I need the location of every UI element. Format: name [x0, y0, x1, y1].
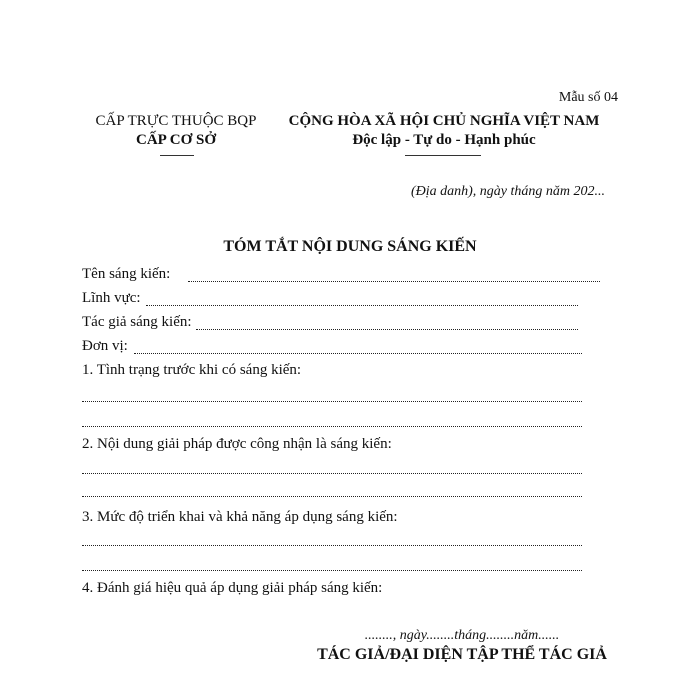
section-3-line [82, 570, 582, 571]
field-ten-sang-kien-label: Tên sáng kiến: [82, 266, 171, 282]
section-2-line [82, 473, 582, 474]
section-1-line [82, 401, 582, 402]
right-header-line2: Độc lập - Tự do - Hạnh phúc [352, 132, 536, 148]
section-1-line [82, 426, 582, 427]
left-header-line1: CẤP TRỰC THUỘC BQP [95, 113, 257, 129]
section-4-heading: 4. Đánh giá hiệu quả áp dụng giải pháp sáng kiến: [82, 580, 383, 596]
section-2-heading: 2. Nội dung giải pháp được công nhận là sáng kiến: [82, 436, 392, 452]
right-header-line1: CỘNG HÒA XÃ HỘI CHỦ NGHĨA VIỆT NAM [288, 113, 600, 129]
left-header-line2: CẤP CƠ SỞ [135, 132, 217, 148]
document-title: TÓM TẮT NỘI DUNG SÁNG KIẾN [223, 238, 477, 255]
field-don-vi-label: Đơn vị: [82, 338, 128, 354]
field-linh-vuc-label: Lĩnh vực: [82, 290, 141, 306]
right-header-underline [405, 155, 481, 156]
field-tac-gia-dots [196, 329, 578, 330]
section-3-heading: 3. Mức độ triển khai và khả năng áp dụng sáng kiến: [82, 509, 398, 525]
place-date: (Địa danh), ngày tháng năm 202... [410, 184, 605, 199]
section-1-heading: 1. Tình trạng trước khi có sáng kiến: [82, 362, 302, 378]
field-linh-vuc-dots [146, 305, 578, 306]
field-tac-gia-label: Tác giả sáng kiến: [82, 314, 192, 330]
form-code: Mẫu số 04 [558, 90, 618, 105]
signature-role: TÁC GIẢ/ĐẠI DIỆN TẬP THỂ TÁC GIẢ [317, 646, 607, 663]
signature-date-line: ........, ngày........tháng........năm...... [364, 628, 560, 643]
field-don-vi-dots [134, 353, 582, 354]
section-2-line [82, 496, 582, 497]
left-header-underline [160, 155, 194, 156]
field-ten-sang-kien-dots [188, 281, 600, 282]
section-3-line [82, 545, 582, 546]
